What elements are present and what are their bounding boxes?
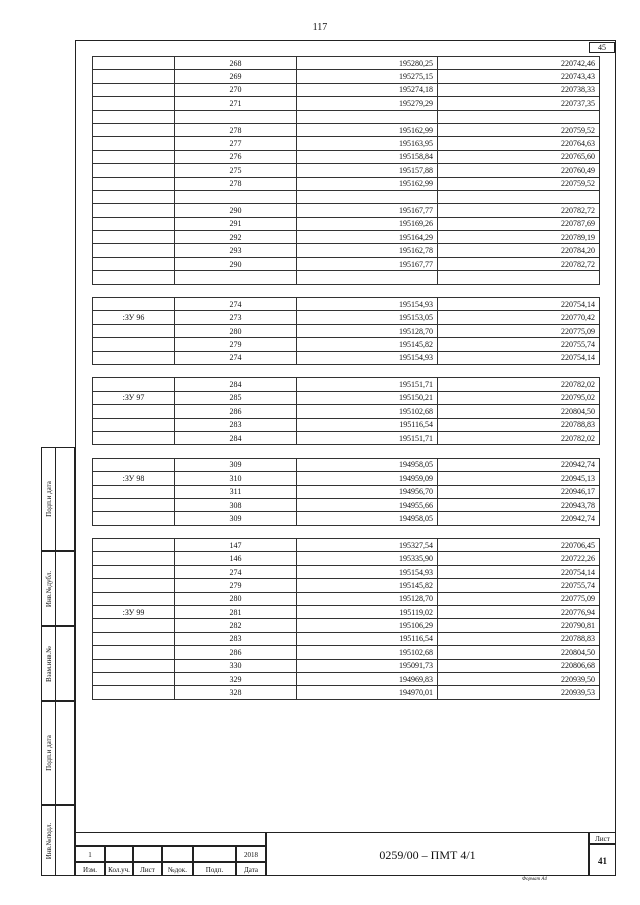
cell-x: 195158,84 [297, 150, 438, 163]
table-row [93, 472, 600, 485]
cell-x: 195327,54 [297, 539, 438, 552]
table-row [93, 431, 600, 444]
cell-x: 195157,88 [297, 164, 438, 177]
table-row [93, 338, 600, 351]
table-row [93, 204, 600, 217]
table-row [93, 606, 600, 619]
cell-y: 220770,42 [438, 311, 600, 324]
cell-pt: 278 [175, 123, 297, 136]
cell-pt: 328 [175, 686, 297, 699]
cell-pt: 286 [175, 405, 297, 418]
cell-zone [93, 364, 175, 377]
cell-pt: 269 [175, 70, 297, 83]
cell-zone [93, 458, 175, 471]
cell-y: 220782,02 [438, 378, 600, 391]
cell-pt: 291 [175, 217, 297, 230]
cell-x: 195151,71 [297, 378, 438, 391]
table-separator-row [93, 445, 600, 458]
cell-y: 220788,83 [438, 418, 600, 431]
cell-x: 195163,95 [297, 137, 438, 150]
cell-x: 195153,05 [297, 311, 438, 324]
table-row [93, 271, 600, 284]
cell-x: 194969,83 [297, 672, 438, 685]
cell-y: 220764,63 [438, 137, 600, 150]
cell-zone [93, 552, 175, 565]
cell-y: 220795,02 [438, 391, 600, 404]
cell-y: 220939,53 [438, 686, 600, 699]
cell-zone [93, 177, 175, 190]
cell-x: 195280,25 [297, 57, 438, 70]
cell-zone [93, 217, 175, 230]
stamp-header-ndok: №док. [162, 862, 193, 876]
cell-zone [93, 244, 175, 257]
cell-y: 220743,43 [438, 70, 600, 83]
cell-y: 220787,69 [438, 217, 600, 230]
cell-x: 195169,26 [297, 217, 438, 230]
side-field-podp-data-top [41, 447, 75, 551]
cell-zone [93, 351, 175, 364]
stamp-header-data: Дата [236, 862, 266, 876]
cell-y: 220775,09 [438, 592, 600, 605]
cell-zone [93, 431, 175, 444]
table-row [93, 592, 600, 605]
cell-pt: 276 [175, 150, 297, 163]
cell-zone [93, 405, 175, 418]
cell-x: 195154,93 [297, 351, 438, 364]
cell-pt: 284 [175, 431, 297, 444]
cell-y: 220706,45 [438, 539, 600, 552]
cell-zone [93, 418, 175, 431]
cell-y: 220754,14 [438, 351, 600, 364]
table-row [93, 164, 600, 177]
cell-y [438, 190, 600, 203]
table-row [93, 539, 600, 552]
cell-zone [93, 672, 175, 685]
cell-zone [93, 271, 175, 284]
cell-pt: 147 [175, 539, 297, 552]
cell-zone [93, 338, 175, 351]
table-row [93, 498, 600, 511]
cell-pt: 281 [175, 606, 297, 619]
document-designation: 0259/00 – ПМТ 4/1 [266, 832, 589, 876]
cell-y: 220804,50 [438, 405, 600, 418]
cell-pt: 274 [175, 298, 297, 311]
cell-zone: :ЗУ 96 [93, 311, 175, 324]
cell-x: 195167,77 [297, 204, 438, 217]
cell-x: 195102,68 [297, 646, 438, 659]
cell-x: 195274,18 [297, 83, 438, 96]
cell-pt: 285 [175, 391, 297, 404]
table-row [93, 351, 600, 364]
sheet-label: Лист [589, 832, 616, 844]
cell-pt: 279 [175, 338, 297, 351]
cell-pt: 308 [175, 498, 297, 511]
table-row [93, 686, 600, 699]
cell-pt [175, 364, 297, 377]
stamp-grid-row1 [75, 832, 266, 846]
table-row [93, 458, 600, 471]
stamp-cell [133, 846, 162, 862]
table-row [93, 70, 600, 83]
cell-y: 220760,49 [438, 164, 600, 177]
cell-y: 220755,74 [438, 338, 600, 351]
sheet-corner-box: 45 [589, 42, 615, 53]
cell-zone [93, 646, 175, 659]
cell-zone [93, 164, 175, 177]
cell-zone [93, 378, 175, 391]
table-row [93, 217, 600, 230]
coordinate-table [92, 56, 600, 700]
table-separator-row [93, 284, 600, 297]
side-field-podp-data [41, 701, 75, 805]
table-row [93, 177, 600, 190]
cell-zone [93, 592, 175, 605]
cell-zone [93, 231, 175, 244]
cell-pt: 273 [175, 311, 297, 324]
cell-pt [175, 271, 297, 284]
cell-zone [93, 257, 175, 270]
stamp-cell [162, 846, 193, 862]
cell-y [438, 364, 600, 377]
cell-y: 220942,74 [438, 512, 600, 525]
table-row [93, 257, 600, 270]
table-row [93, 659, 600, 672]
cell-x [297, 364, 438, 377]
side-field-vzam-inv [41, 626, 75, 701]
cell-pt: 280 [175, 324, 297, 337]
table-row [93, 231, 600, 244]
cell-y: 220942,74 [438, 458, 600, 471]
table-row [93, 418, 600, 431]
cell-x: 195102,68 [297, 405, 438, 418]
table-row [93, 123, 600, 136]
cell-pt: 280 [175, 592, 297, 605]
cell-zone [93, 324, 175, 337]
side-label: Подп.и дата [44, 735, 53, 771]
cell-zone [93, 686, 175, 699]
stamp-header-izm: Изм. [75, 862, 105, 876]
cell-y: 220789,19 [438, 231, 600, 244]
table-row [93, 244, 600, 257]
cell-zone [93, 445, 175, 458]
cell-y: 220742,46 [438, 57, 600, 70]
table-row [93, 137, 600, 150]
cell-pt: 274 [175, 565, 297, 578]
cell-zone [93, 659, 175, 672]
cell-pt: 310 [175, 472, 297, 485]
cell-zone [93, 565, 175, 578]
side-label: Подп.и дата [44, 481, 53, 517]
cell-x: 194970,01 [297, 686, 438, 699]
cell-x: 195164,29 [297, 231, 438, 244]
cell-y: 220804,50 [438, 646, 600, 659]
cell-pt: 283 [175, 632, 297, 645]
table-row [93, 619, 600, 632]
cell-pt [175, 284, 297, 297]
cell-x [297, 110, 438, 123]
stamp-cell [105, 846, 133, 862]
cell-pt: 271 [175, 97, 297, 110]
cell-pt [175, 445, 297, 458]
table-row [93, 378, 600, 391]
cell-pt: 284 [175, 378, 297, 391]
cell-zone [93, 97, 175, 110]
cell-x: 195335,90 [297, 552, 438, 565]
cell-x: 195091,73 [297, 659, 438, 672]
table-row [93, 391, 600, 404]
cell-x: 195275,15 [297, 70, 438, 83]
cell-x: 194958,05 [297, 512, 438, 525]
stamp-header-kol-uch: Кол.уч. [105, 862, 133, 876]
cell-y: 220945,13 [438, 472, 600, 485]
table-row [93, 298, 600, 311]
cell-x: 195167,77 [297, 257, 438, 270]
cell-y: 220946,17 [438, 485, 600, 498]
cell-y: 220754,14 [438, 565, 600, 578]
cell-zone [93, 57, 175, 70]
table-row [93, 110, 600, 123]
cell-y: 220790,81 [438, 619, 600, 632]
cell-x [297, 445, 438, 458]
table-row [93, 565, 600, 578]
cell-pt: 286 [175, 646, 297, 659]
cell-y: 220759,52 [438, 177, 600, 190]
cell-pt: 311 [175, 485, 297, 498]
cell-y: 220775,09 [438, 324, 600, 337]
table-row [93, 512, 600, 525]
cell-zone [93, 579, 175, 592]
cell-x: 194955,66 [297, 498, 438, 511]
cell-pt [175, 110, 297, 123]
cell-y: 220806,68 [438, 659, 600, 672]
side-label: Инв.№дубл. [44, 570, 53, 607]
cell-y [438, 525, 600, 538]
cell-x: 195145,82 [297, 579, 438, 592]
cell-pt [175, 190, 297, 203]
cell-y [438, 271, 600, 284]
cell-zone [93, 70, 175, 83]
cell-pt: 146 [175, 552, 297, 565]
table-row [93, 57, 600, 70]
table-row [93, 97, 600, 110]
cell-y [438, 284, 600, 297]
cell-y: 220782,72 [438, 257, 600, 270]
cell-x: 195145,82 [297, 338, 438, 351]
side-field-inv-dubl [41, 551, 75, 626]
table-row [93, 311, 600, 324]
cell-zone [93, 525, 175, 538]
cell-x: 195162,99 [297, 123, 438, 136]
cell-pt: 277 [175, 137, 297, 150]
table-row [93, 83, 600, 96]
cell-x: 194959,09 [297, 472, 438, 485]
page-number: 117 [312, 22, 328, 33]
stamp-change-no: 1 [75, 846, 105, 862]
table-row [93, 646, 600, 659]
cell-zone [93, 485, 175, 498]
cell-x: 195154,93 [297, 565, 438, 578]
cell-zone [93, 512, 175, 525]
cell-x: 195116,54 [297, 418, 438, 431]
cell-y: 220782,72 [438, 204, 600, 217]
cell-pt: 270 [175, 83, 297, 96]
table-row [93, 632, 600, 645]
cell-y: 220759,52 [438, 123, 600, 136]
cell-y: 220784,20 [438, 244, 600, 257]
cell-x: 194956,70 [297, 485, 438, 498]
cell-zone [93, 150, 175, 163]
cell-pt: 290 [175, 257, 297, 270]
side-label: Инв.№подл. [44, 822, 53, 859]
cell-pt: 274 [175, 351, 297, 364]
cell-x [297, 190, 438, 203]
cell-y: 220943,78 [438, 498, 600, 511]
table-row [93, 672, 600, 685]
cell-pt: 275 [175, 164, 297, 177]
cell-pt: 293 [175, 244, 297, 257]
cell-x: 194958,05 [297, 458, 438, 471]
table-row [93, 150, 600, 163]
cell-zone [93, 110, 175, 123]
side-field-inv-podl [41, 805, 75, 876]
cell-y [438, 445, 600, 458]
table-separator-row [93, 525, 600, 538]
cell-zone [93, 632, 175, 645]
cell-y: 220755,74 [438, 579, 600, 592]
cell-pt: 283 [175, 418, 297, 431]
cell-zone [93, 539, 175, 552]
cell-zone [93, 83, 175, 96]
left-signature-strip [41, 447, 75, 876]
cell-x: 195106,29 [297, 619, 438, 632]
cell-x: 195128,70 [297, 592, 438, 605]
format-label: Формат А4 [522, 877, 547, 882]
cell-x: 195116,54 [297, 632, 438, 645]
cell-zone [93, 137, 175, 150]
cell-y: 220782,02 [438, 431, 600, 444]
table-row [93, 324, 600, 337]
cell-pt: 309 [175, 512, 297, 525]
cell-x [297, 284, 438, 297]
table-row [93, 579, 600, 592]
cell-zone [93, 190, 175, 203]
cell-zone [93, 498, 175, 511]
cell-x: 195162,78 [297, 244, 438, 257]
cell-pt: 329 [175, 672, 297, 685]
cell-x: 195154,93 [297, 298, 438, 311]
stamp-header-podp: Подп. [193, 862, 236, 876]
side-label: Взам.инв.№ [44, 645, 53, 682]
cell-zone [93, 619, 175, 632]
stamp-cell [193, 846, 236, 862]
cell-pt: 279 [175, 579, 297, 592]
cell-x: 195119,02 [297, 606, 438, 619]
table-row [93, 190, 600, 203]
cell-zone: :ЗУ 97 [93, 391, 175, 404]
cell-zone [93, 123, 175, 136]
cell-pt: 268 [175, 57, 297, 70]
stamp-header-list: Лист [133, 862, 162, 876]
cell-x: 195279,29 [297, 97, 438, 110]
sheet-number: 41 [589, 844, 616, 876]
cell-x: 195162,99 [297, 177, 438, 190]
stamp-year: 2018 [236, 846, 266, 862]
cell-pt: 290 [175, 204, 297, 217]
cell-y: 220754,14 [438, 298, 600, 311]
cell-pt: 282 [175, 619, 297, 632]
cell-pt: 330 [175, 659, 297, 672]
cell-pt: 309 [175, 458, 297, 471]
cell-x [297, 271, 438, 284]
cell-y: 220738,33 [438, 83, 600, 96]
cell-zone: :ЗУ 99 [93, 606, 175, 619]
cell-y [438, 110, 600, 123]
cell-pt [175, 525, 297, 538]
cell-pt: 292 [175, 231, 297, 244]
cell-x: 195128,70 [297, 324, 438, 337]
cell-zone [93, 298, 175, 311]
cell-x: 195151,71 [297, 431, 438, 444]
cell-zone: :ЗУ 98 [93, 472, 175, 485]
cell-y: 220737,35 [438, 97, 600, 110]
cell-zone [93, 204, 175, 217]
table-separator-row [93, 364, 600, 377]
cell-pt: 278 [175, 177, 297, 190]
cell-y: 220722,26 [438, 552, 600, 565]
table-row [93, 405, 600, 418]
cell-x [297, 525, 438, 538]
cell-y: 220776,94 [438, 606, 600, 619]
cell-x: 195150,21 [297, 391, 438, 404]
cell-y: 220765,60 [438, 150, 600, 163]
table-row [93, 552, 600, 565]
table-row [93, 485, 600, 498]
cell-y: 220939,50 [438, 672, 600, 685]
cell-zone [93, 284, 175, 297]
cell-y: 220788,83 [438, 632, 600, 645]
